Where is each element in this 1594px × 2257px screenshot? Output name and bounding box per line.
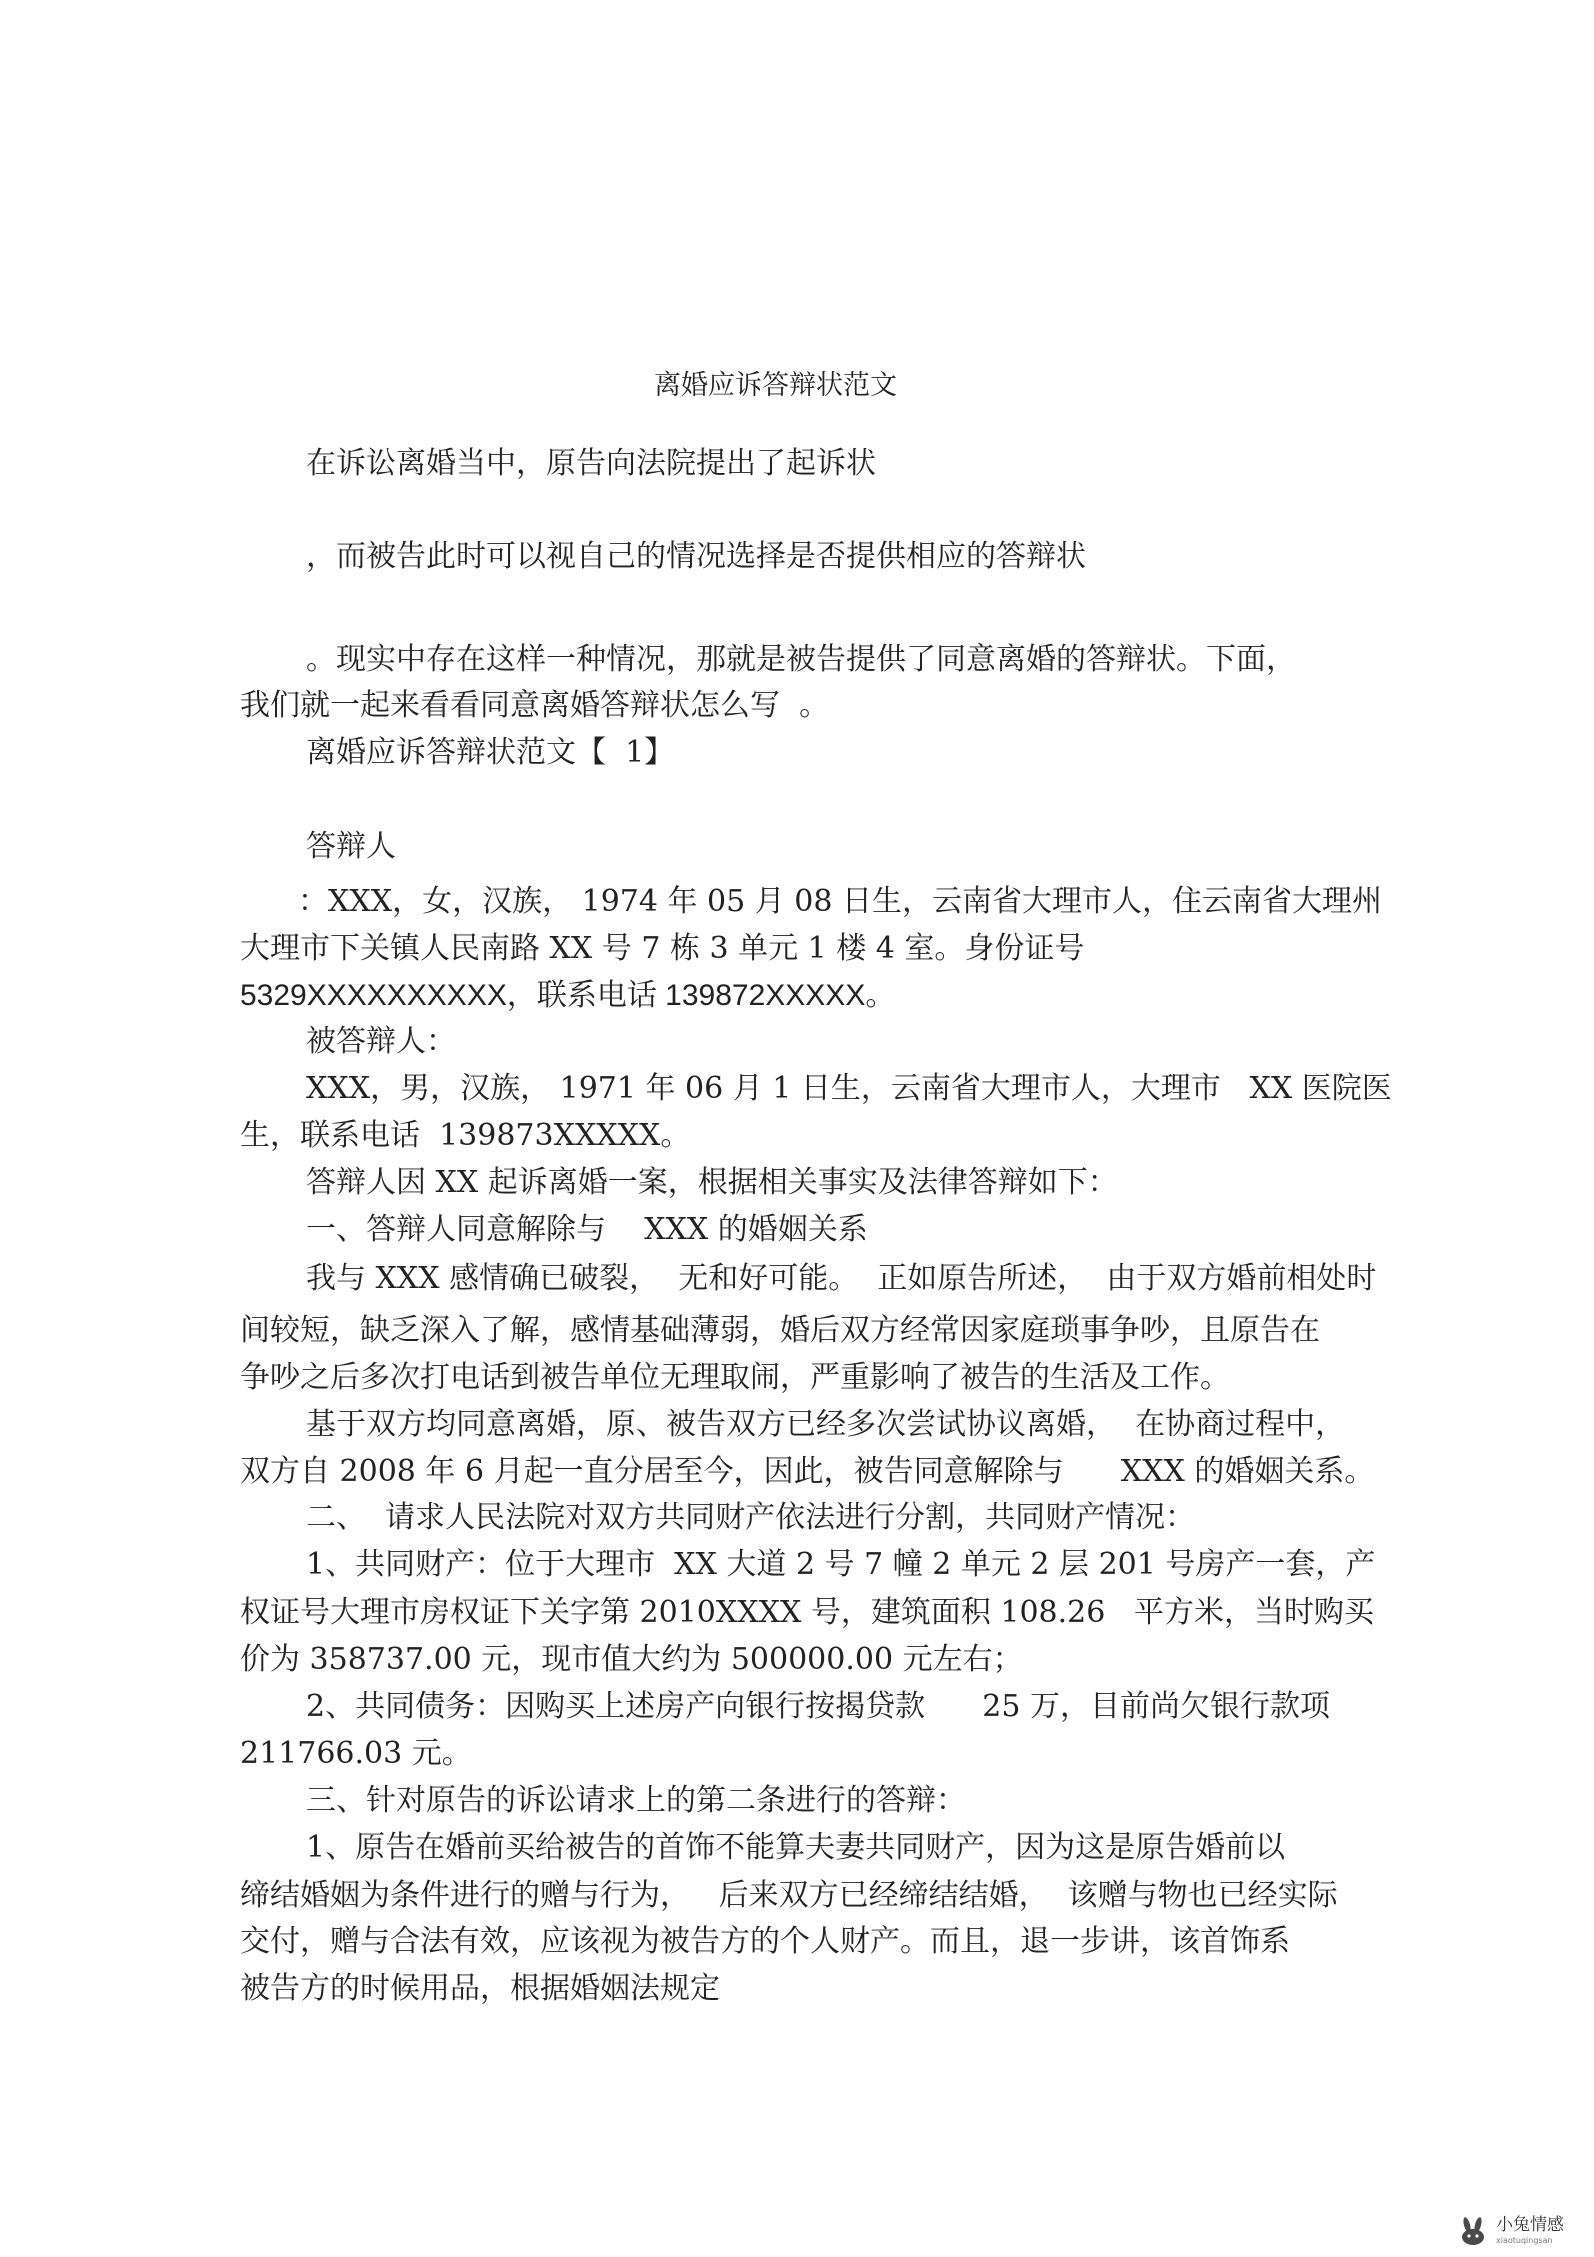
watermark-url: xiaotuqingsan (1496, 2236, 1553, 2245)
text-line: 1、共同财产：位于大理市 XX 大道 2 号 7 幢 2 单元 2 层 201 号房产一套，产 (306, 1547, 1376, 1582)
text-line: 大理市下关镇人民南路 XX 号 7 栋 3 单元 1 楼 4 室。身份证号 (240, 931, 1085, 966)
text-line: 基于双方均同意离婚，原、被告双方已经多次尝试协议离婚， 在协商过程中， (306, 1407, 1346, 1442)
text-line: 生，联系电话 139873XXXXX。 (240, 1118, 691, 1153)
text-line: 我与 XXX 感情确已破裂， 无和好可能。 正如原告所述， 由于双方婚前相处时 (306, 1261, 1377, 1296)
text-line: 双方自 2008 年 6 月起一直分居至今，因此，被告同意解除与 XXX 的婚姻关系。 (240, 1454, 1375, 1489)
text-line: 。现实中存在这样一种情况，那就是被告提供了同意离婚的答辩状。下面， (306, 642, 1296, 677)
text-line: 我们就一起来看看同意离婚答辩状怎么写 。 (240, 688, 830, 723)
text-line: 答辩人 (306, 829, 396, 864)
section-heading: 二、 请求人民法院对双方共同财产依法进行分割，共同财产情况： (306, 1500, 1196, 1535)
section-heading: 离婚应诉答辩状范文【 1】 (306, 735, 675, 770)
text-line: 1、原告在婚前买给被告的首饰不能算夫妻共同财产，因为这是原告婚前以 (306, 1830, 1286, 1865)
document-title: 离婚应诉答辩状范文 (654, 370, 897, 401)
text-line: 答辩人因 XX 起诉离婚一案，根据相关事实及法律答辩如下： (306, 1165, 1118, 1200)
rabbit-icon (1456, 2217, 1490, 2247)
text-line: 缔结婚姻为条件进行的赠与行为， 后来双方已经缔结结婚， 该赠与物也已经实际 (240, 1878, 1338, 1913)
text-line: 交付，赠与合法有效，应该视为被告方的个人财产。而且，退一步讲，该首饰系 (240, 1924, 1290, 1959)
section-heading: 一、答辩人同意解除与 XXX 的婚姻关系 (306, 1212, 868, 1247)
text-line: 间较短，缺乏深入了解，感情基础薄弱，婚后双方经常因家庭琐事争吵，且原告在 (240, 1313, 1320, 1348)
text-line: XXX，男，汉族， 1971 年 06 月 1 日生，云南省大理市人，大理市 XX 医院医 (306, 1071, 1392, 1106)
watermark-logo (1456, 2215, 1576, 2251)
text-line: 2、共同债务：因购买上述房产向银行按揭贷款 25 万，目前尚欠银行款项 (306, 1689, 1331, 1724)
watermark-name: 小兔情感 (1496, 2215, 1564, 2235)
text-line: ：XXX，女，汉族， 1974 年 05 月 08 日生，云南省大理市人，住云南省大理州 (298, 884, 1382, 919)
text-line: 权证号大理市房权证下关字第 2010XXXX 号，建筑面积 108.26 平方米，当时购买 (240, 1595, 1374, 1630)
text-line: 价为 358737.00 元，现市值大约为 500000.00 元左右； (240, 1642, 1023, 1677)
text-line: 在诉讼离婚当中，原告向法院提出了起诉状 (306, 446, 876, 481)
text-line: ，而被告此时可以视自己的情况选择是否提供相应的答辩状 (306, 539, 1086, 574)
text-line: 争吵之后多次打电话到被告单位无理取闹，严重影响了被告的生活及工作。 (240, 1360, 1230, 1395)
section-heading: 三、针对原告的诉讼请求上的第二条进行的答辩： (306, 1783, 966, 1818)
text-line: 被答辩人： (306, 1024, 456, 1059)
text-line: 211766.03 元。 (240, 1736, 472, 1771)
text-line: 5329XXXXXXXXXX，联系电话 139872XXXXX。 (240, 979, 896, 1012)
text-line: 被告方的时候用品，根据婚姻法规定 (240, 1971, 720, 2006)
